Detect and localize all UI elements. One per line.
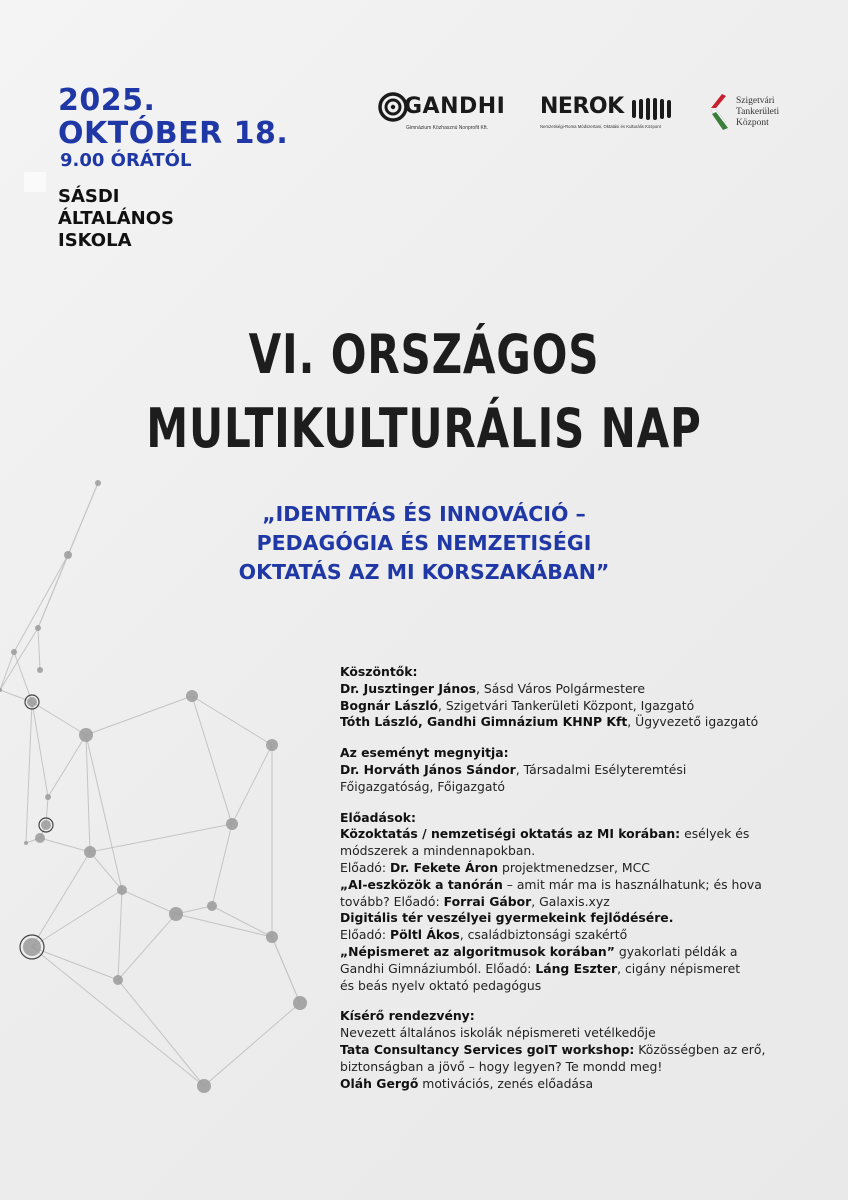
network-node [24,841,28,845]
network-node [113,975,123,985]
lecture-title [340,877,820,894]
greeting-name: Dr. Jusztinger János [340,680,477,696]
gandhi-logo-name: GANDHI [404,94,506,119]
network-link [32,947,204,1086]
side-event-rest-cont: biztonságban a jövő – hogy legyen? Te mondd meg! [340,1058,663,1074]
szigetvar-logo-text [736,96,779,129]
szigetvar-logo-line: Tankerületi [736,107,780,117]
network-node [293,996,307,1010]
network-link [0,628,38,690]
greetings-section [340,664,820,731]
network-node [35,625,41,631]
side-event-rest: Közösségben az erő, [634,1041,766,1057]
lecture-title-rest: Gandhi Gimnáziumból. Előadó: [340,960,536,976]
network-link [118,890,122,980]
greeting-role: , Ügyvezető igazgató [627,714,759,730]
lecture-speaker [340,961,820,978]
lecture-title-rest: gyakorlati példák a [614,943,738,959]
greeting-role: , Sásd Város Polgármestere [476,680,646,696]
lecture-title-cont: módszerek a mindennapokban. [340,843,536,859]
lecture-title [340,910,820,927]
network-link [40,838,90,852]
lecture-title [340,944,820,961]
opening-role-cont: Főigazgatóság, Főigazgató [340,778,505,794]
lecture-title-bold: Digitális tér veszélyei gyermekeink fejlődésére. [340,910,674,926]
side-event-item [340,1042,820,1059]
network-node [207,901,217,911]
nerok-logo-name: NEROK [540,94,624,119]
speaker-role: , Galaxis.xyz [531,893,610,909]
lecture-title-bold: „Népismeret az algoritmusok korában” [340,943,615,959]
side-events-heading: Kísérő rendezvény: [340,1008,475,1024]
speaker-prefix: Előadó: [340,859,391,875]
szigetvar-logo-line: Központ [736,118,769,128]
network-link [48,735,86,797]
opening-role: , Társadalmi Esélyteremtési [515,761,687,777]
nerok-bars-icon [632,98,672,120]
network-node [41,820,51,830]
network-node [95,480,101,486]
lecture-speaker [340,927,820,944]
decorative-square [24,172,46,192]
network-link [232,745,272,824]
speaker-role-cont: és beás nyelv oktató pedagógus [340,977,542,993]
opening-heading: Az eseményt megnyitja: [340,745,509,761]
gandhi-logo [378,92,508,136]
opening-name: Dr. Horváth János Sándor [340,761,516,777]
network-link [118,980,204,1086]
network-link [212,824,232,906]
network-link [122,890,176,914]
szigetvar-logo [708,92,818,138]
side-event-rest: motivációs, zenés előadása [418,1075,594,1091]
network-link [272,937,300,1003]
venue-line: ÁLTALÁNOS [58,208,174,229]
speaker-name: Forrai Gábor [443,893,532,909]
network-link [26,702,32,843]
network-link [118,914,176,980]
event-subtitle [0,500,848,587]
side-event-item [340,1076,820,1093]
venue-line: ISKOLA [58,230,132,251]
szigetvar-chevron-icon [708,92,734,134]
network-node [23,938,41,956]
main-title-line: VI. ORSZÁGOS [248,323,600,386]
lecture-title [340,826,820,843]
lecture-title-rest: esélyek és [680,826,750,842]
subtitle-line: PEDAGÓGIA ÉS NEMZETISÉGI [256,531,592,555]
network-link [86,696,192,735]
main-title-line: MULTIKULTURÁLIS NAP [146,397,702,460]
lecture-title-rest: – amit már ma is használhatunk; és hova [502,876,762,892]
szigetvar-logo-line: Szigetvári [736,96,775,106]
network-node [27,697,37,707]
greeting-name: Bognár László [340,697,439,713]
side-event-title: Oláh Gergő [340,1075,419,1091]
network-node [84,846,96,858]
network-link [86,735,122,890]
lectures-section [340,810,820,995]
opening-section [340,745,820,795]
network-node [169,907,183,921]
network-link [212,906,272,937]
network-link [38,628,40,670]
subtitle-line: „IDENTITÁS ÉS INNOVÁCIÓ – [262,502,586,526]
network-node [197,1079,211,1093]
subtitle-line: OKTATÁS AZ MI KORSZAKÁBAN” [238,560,610,584]
network-link [192,696,232,824]
network-node [266,931,278,943]
main-title [93,318,754,466]
speaker-name: Pöltl Ákos [390,927,460,943]
network-link [204,1003,300,1086]
lecture-speaker [340,894,820,911]
greeting-item [340,681,820,698]
side-event-item: Nevezett általános iskolák népismereti vetélkedője [340,1025,656,1041]
event-program [340,664,820,1106]
network-node [226,818,238,830]
network-node [0,688,2,692]
network-node [186,690,198,702]
network-link [32,852,90,947]
lecture-title-rest: tovább? Előadó: [340,893,444,909]
network-node [11,649,17,655]
network-link [32,702,86,735]
event-venue [58,186,174,252]
network-node [45,794,51,800]
event-date [58,84,288,172]
event-day: OKTÓBER 18. [58,116,289,151]
greeting-item [340,714,820,731]
network-link [90,824,232,852]
gandhi-logo-subtitle: Gimnázium Közhasznú Nonprofit Kft. [406,125,488,131]
speaker-role: , családbiztonsági szakértő [459,927,628,943]
network-node [117,885,127,895]
partner-logos [378,90,818,140]
nerok-logo-subtitle: Nemzetiségi-Roma Módszertani, Oktatási és Kulturális Központ [540,124,661,129]
network-link [86,735,90,852]
greeting-name: Tóth László, Gandhi Gimnázium KHNP Kft [340,714,628,730]
speaker-prefix: Előadó: [340,927,391,943]
network-link [0,690,32,702]
greetings-heading: Köszöntők: [340,664,418,679]
nerok-logo [540,94,675,138]
network-node [266,739,278,751]
side-events-section [340,1008,820,1092]
opening-speaker [340,762,820,779]
side-event-title: Tata Consultancy Services goIT workshop: [340,1041,635,1057]
network-node [35,833,45,843]
network-link [32,890,122,947]
lecture-title-bold: Közoktatás / nemzetiségi oktatás az MI korában: [340,826,681,842]
network-link [14,652,32,702]
network-node [79,728,93,742]
greeting-item [340,698,820,715]
network-link [192,696,272,745]
speaker-role: projektmenedzser, MCC [498,859,650,875]
speaker-role: , cigány népismeret [617,960,741,976]
lecture-speaker [340,860,820,877]
greeting-role: , Szigetvári Tankerületi Központ, Igazgató [438,697,695,713]
speaker-name: Láng Eszter [535,960,618,976]
network-node [37,667,43,673]
event-year: 2025. [58,83,156,118]
event-time: 9.00 ÓRÁTÓL [60,150,192,171]
lecture-title-bold: „AI-eszközök a tanórán [340,876,503,892]
speaker-name: Dr. Fekete Áron [390,859,499,875]
network-link [176,914,272,937]
venue-line: SÁSDI [58,186,120,207]
network-link [32,702,48,797]
network-link [32,947,118,980]
lectures-heading: Előadások: [340,809,416,825]
